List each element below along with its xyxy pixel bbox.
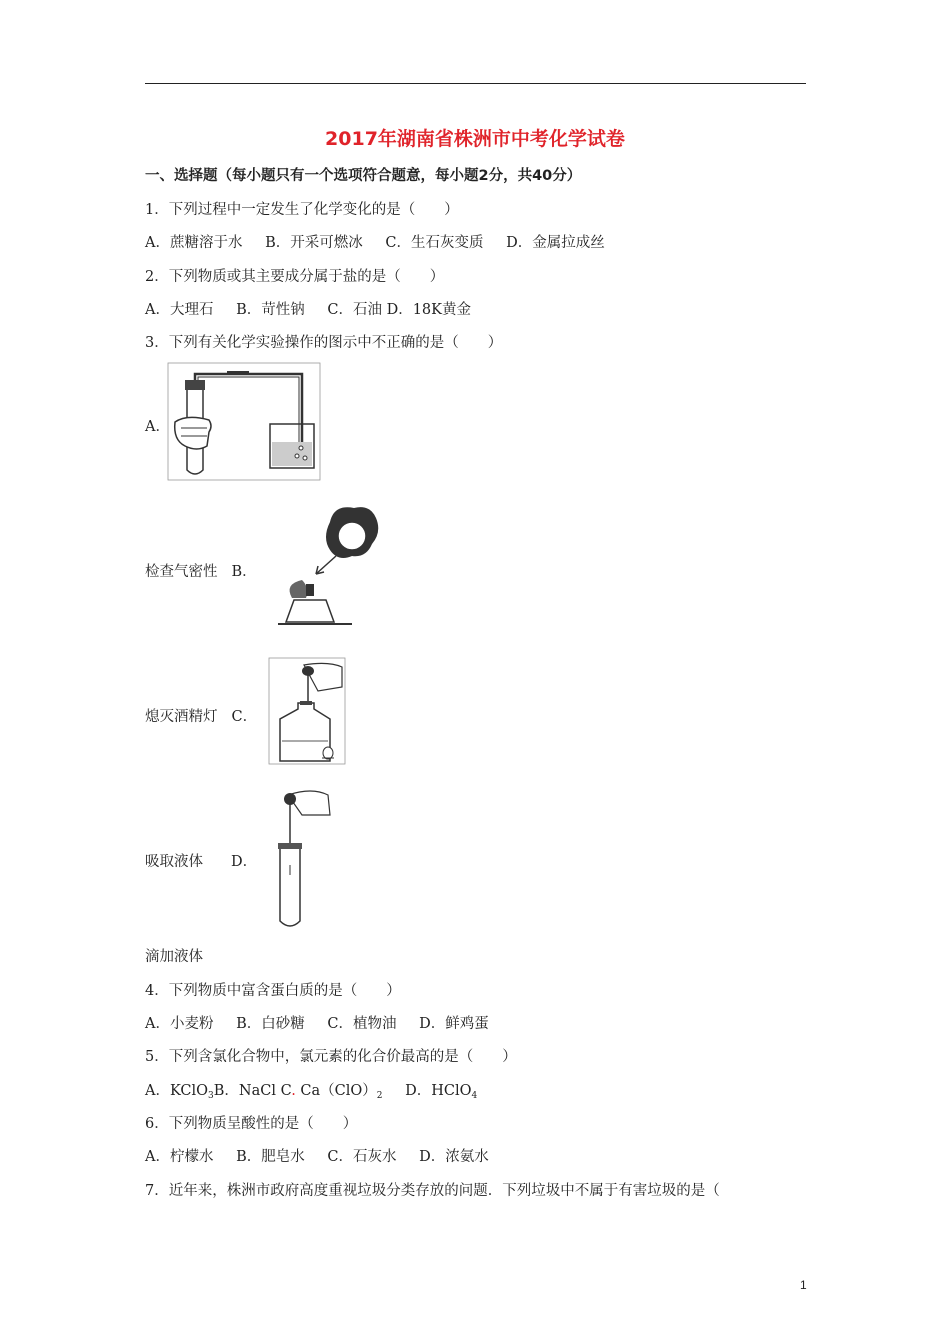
q3-option-d-row [145, 850, 257, 871]
q3-option-b-row [145, 560, 257, 581]
q1-option-d: D．金属拉成丝 [506, 235, 605, 251]
q3-caption-b: 熄灭酒精灯 [145, 709, 218, 725]
question-6-options [145, 1145, 489, 1166]
q6-option-b: B．肥皂水 [236, 1149, 305, 1165]
q6-option-c: C．石灰水 [327, 1149, 397, 1165]
question-2-options [145, 298, 471, 319]
alcohol-lamp-figure [272, 500, 384, 630]
q5-option-c-subscript: 2 [376, 1091, 383, 1101]
question-1-stem: 1．下列过程中一定发生了化学变化的是（ ） [145, 202, 459, 218]
question-1-options [145, 231, 605, 252]
q3-option-a-label: A． [145, 419, 170, 435]
section-heading: 一、选择题（每小题只有一个选项符合题意，每小题2分，共40分） [145, 168, 582, 184]
q2-option-c: C．石油 [327, 302, 382, 318]
q5-option-d: D．HClO [405, 1083, 472, 1099]
question-4-stem: 4．下列物质中富含蛋白质的是（ ） [145, 983, 401, 999]
q2-option-b: B．苛性钠 [236, 302, 305, 318]
gas-tightness-figure [167, 362, 322, 482]
q5-option-a: A．KClO [145, 1083, 209, 1099]
q4-option-a: A．小麦粉 [145, 1016, 214, 1032]
question-6-stem: 6．下列物质呈酸性的是（ ） [145, 1116, 358, 1132]
q1-option-a: A．蔗糖溶于水 [145, 235, 243, 251]
q1-option-c: C．生石灰变质 [385, 235, 484, 251]
q3-option-d-label: D． [231, 854, 258, 870]
question-2-stem: 2．下列物质或其主要成分属于盐的是（ ） [145, 269, 445, 285]
q4-option-b: B．白砂糖 [236, 1016, 305, 1032]
dropper-test-tube-figure [268, 785, 338, 930]
q3-option-c-label: C． [231, 709, 258, 725]
question-7-stem: 7．近年来，株洲市政府高度重视垃圾分类存放的问题．下列垃圾中不属于有害垃圾的是（ [145, 1183, 720, 1199]
q6-option-d: D．浓氨水 [419, 1149, 489, 1165]
q3-caption-d: 滴加液体 [145, 949, 203, 965]
q3-option-c-row [145, 705, 257, 726]
question-4-options [145, 1012, 489, 1033]
q4-option-c: C．植物油 [327, 1016, 397, 1032]
q5-option-d-subscript: 4 [471, 1091, 478, 1101]
question-5-stem: 5．下列含氯化合物中，氯元素的化合价最高的是（ ） [145, 1049, 517, 1065]
header-rule [145, 83, 806, 84]
q3-caption-a: 检查气密性 [145, 564, 218, 580]
q5-option-a-subscript: 3 [208, 1091, 214, 1101]
q5-option-b: B．NaCl C [213, 1083, 292, 1099]
question-5-options [145, 1079, 477, 1101]
q5-option-c: Ca（ClO） [295, 1083, 377, 1099]
q2-option-d: D．18K黄金 [386, 302, 471, 318]
q1-option-b: B．开采可燃冰 [265, 235, 363, 251]
page-number: 1 [800, 1278, 807, 1292]
q2-option-a: A．大理石 [145, 302, 214, 318]
question-3-stem: 3．下列有关化学实验操作的图示中不正确的是（ ） [145, 335, 503, 351]
q5-red-dot: . [291, 1083, 296, 1099]
page-title: 2017年湖南省株洲市中考化学试卷 [325, 128, 625, 150]
q3-option-b-label: B． [231, 564, 257, 580]
q4-option-d: D．鲜鸡蛋 [419, 1016, 489, 1032]
q3-caption-c: 吸取液体 [145, 854, 203, 870]
dropper-bottle-figure [268, 657, 348, 767]
q6-option-a: A．柠檬水 [145, 1149, 214, 1165]
